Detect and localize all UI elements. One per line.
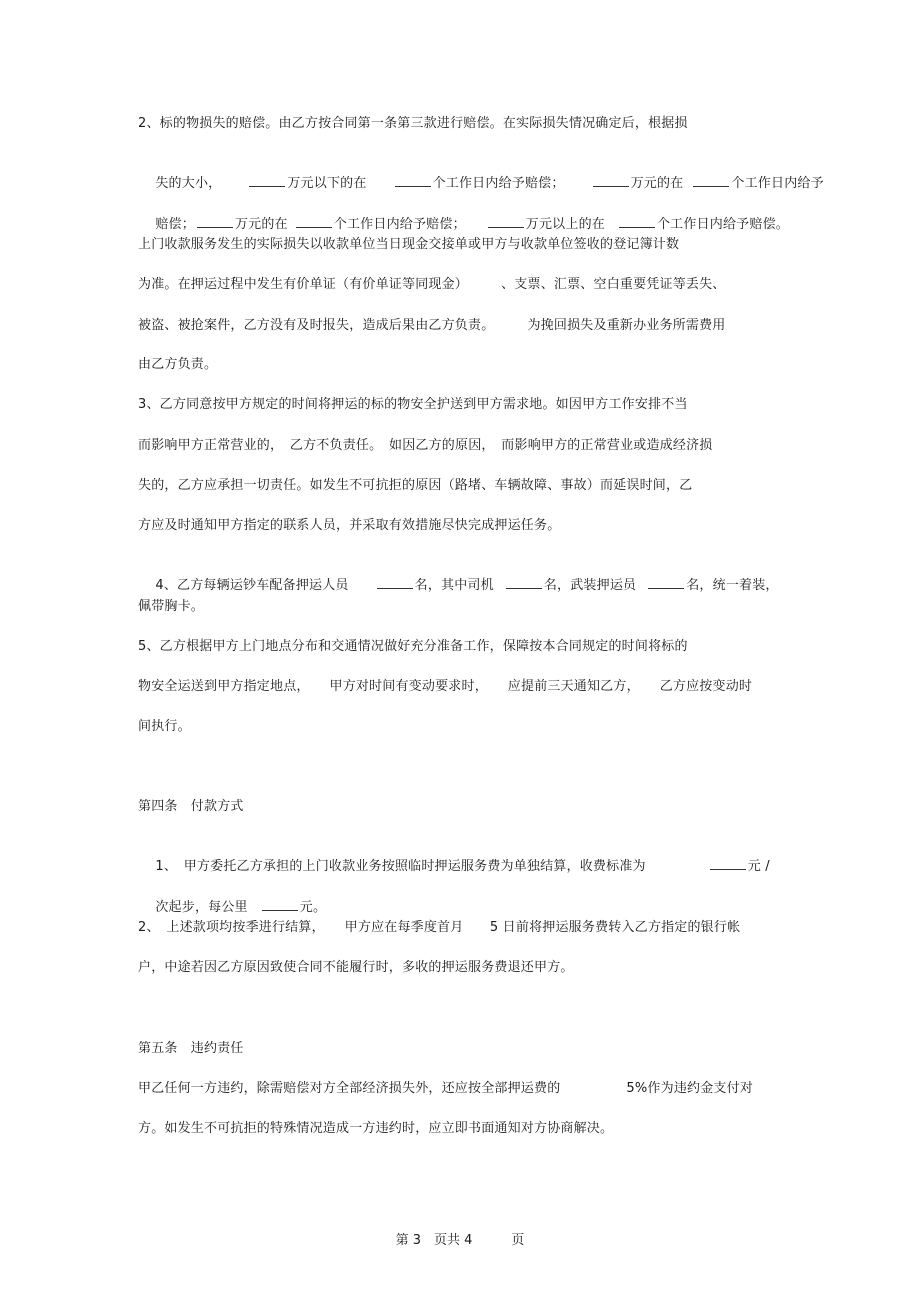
text-fragment: 失的大小，	[155, 176, 222, 191]
paragraph-line: 5、乙方根据甲方上门地点分布和交通情况做好充分准备工作，保障按本合同规定的时间将标的	[138, 639, 688, 654]
paragraph-line	[138, 557, 779, 613]
paragraph-line: 方。如发生不可抗拒的特殊情况造成一方违约时，应立即书面通知对方协商解决。	[138, 1121, 614, 1136]
fill-blank	[197, 214, 233, 228]
text-fragment: 个工作日内给予赔偿。	[656, 217, 789, 232]
text-fragment: 名，武装押运员	[543, 578, 637, 593]
paragraph-line: 2、标的物损失的赔偿。由乙方按合同第一条第三款进行赔偿。在实际损失情况确定后，根据损	[138, 116, 688, 131]
fill-blank	[593, 173, 629, 187]
paragraph-line: 甲乙任何一方违约，除需赔偿对方全部经济损失外，还应按全部押运费的 5%作为违约金支付对	[138, 1081, 754, 1096]
fill-blank	[693, 173, 729, 187]
paragraph-line: 方应及时通知甲方指定的联系人员，并采取有效措施尽快完成押运任务。	[138, 518, 561, 533]
fill-blank	[395, 173, 431, 187]
paragraph-line: 间执行。	[138, 719, 191, 734]
paragraph-line: 为准。在押运过程中发生有价单证（有价单证等同现金） 、支票、汇票、空白重要凭证等丢失、	[138, 277, 726, 292]
paragraph-line: 佩带胸卡。	[138, 599, 205, 614]
paragraph-line: 3、乙方同意按甲方规定的时间将押运的标的物安全护送到甲方需求地。如因甲方工作安排不当	[138, 397, 688, 412]
fill-blank	[377, 575, 413, 589]
fill-blank	[249, 173, 285, 187]
text-fragment: 赔偿；	[155, 217, 195, 232]
paragraph-line: 户，中途若因乙方原因致使合同不能履行时，多收的押运服务费退还甲方。	[138, 960, 574, 975]
fill-blank	[488, 214, 524, 228]
section-heading: 第四条 付款方式	[138, 799, 244, 814]
text-fragment: 4、乙方每辆运钞车配备押运人员	[155, 578, 349, 593]
fill-blank	[619, 214, 655, 228]
fill-blank	[648, 575, 684, 589]
paragraph-line: 被盗、被抢案件，乙方没有及时报失，造成后果由乙方负责。 为挽回损失及重新办业务所需费用	[138, 318, 726, 333]
text-fragment: 个工作日内给予	[731, 176, 824, 191]
section-heading: 第五条 违约责任	[138, 1041, 244, 1056]
text-fragment: 名，统一着装，	[686, 578, 779, 593]
paragraph-line: 而影响甲方正常营业的， 乙方不负责任。 如因乙方的原因， 而影响甲方的正常营业或造成经济损	[138, 438, 713, 453]
text-fragment: 个工作日内给予赔偿；	[432, 176, 565, 191]
fill-blank	[262, 897, 298, 911]
fill-blank	[710, 856, 746, 870]
text-fragment: 1、 甲方委托乙方承担的上门收款业务按照临时押运服务费为单独结算，收费标准为	[155, 859, 646, 874]
text-fragment: 名，其中司机	[414, 578, 494, 593]
page-number-footer: 第 3 页共 4 页	[395, 1233, 525, 1248]
paragraph-line: 由乙方负责。	[138, 357, 218, 372]
paragraph-line: 上门收款服务发生的实际损失以收款单位当日现金交接单或甲方与收款单位签收的登记簿计数	[138, 237, 680, 252]
paragraph-line: 物安全运送到甲方指定地点， 甲方对时间有变动要求时， 应提前三天通知乙方， 乙方应按变动时	[138, 679, 753, 694]
text-fragment: 万元的在	[630, 176, 684, 191]
text-fragment: 万元以上的在	[525, 217, 605, 232]
text-fragment: 万元的在	[234, 217, 288, 232]
fill-blank	[296, 214, 332, 228]
text-fragment: 个工作日内给予赔偿；	[333, 217, 466, 232]
paragraph-line: 2、 上述款项均按季进行结算， 甲方应在每季度首月 5 日前将押运服务费转入乙方指定的银行帐	[138, 920, 741, 935]
text-fragment: 次起步，每公里	[155, 900, 248, 915]
paragraph-line: 失的，乙方应承担一切责任。如发生不可抗拒的原因（路堵、车辆故障、事故）而延误时间，乙	[138, 478, 693, 493]
text-fragment: 元。	[299, 900, 327, 915]
fill-blank	[506, 575, 542, 589]
text-fragment: 元 /	[747, 859, 770, 874]
text-fragment: 万元以下的在	[287, 176, 367, 191]
